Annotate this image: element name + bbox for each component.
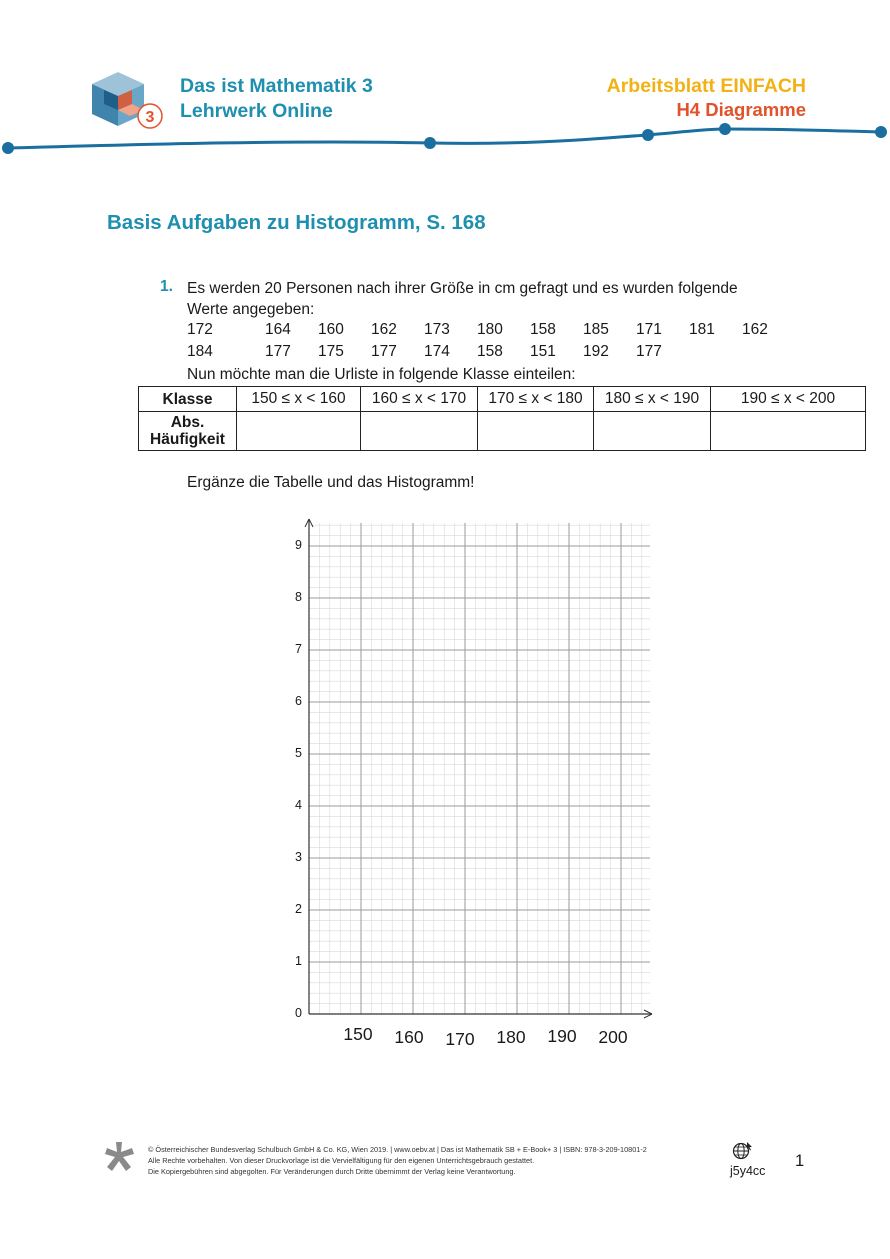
y-tick-label: 1 [295,954,302,968]
class-header-cell: Klasse [139,387,237,412]
value-cell: 173 [424,321,450,338]
x-tick-label: 200 [598,1027,628,1047]
footer-line-1: © Österreichischer Bundesverlag Schulbuch GmbH & Co. KG, Wien 2019. | www.oebv.at | Das ist Mathematik SB + E-Book+ 3 | ISBN: 978-3-209-10801-2 [148,1145,647,1154]
task-text-line-1: Es werden 20 Personen nach ihrer Größe in cm gefragt und es wurden folgende [187,280,738,297]
svg-text:3: 3 [145,109,155,126]
value-cell: 185 [583,321,609,338]
x-tick-label: 180 [496,1027,526,1047]
frequency-header-line-1: Abs. [170,414,205,431]
online-code-icon[interactable] [732,1141,754,1161]
value-cell: 158 [530,321,556,338]
class-cell: 160 ≤ x < 170 [361,387,478,412]
value-cell: 175 [318,343,344,360]
value-cell: 184 [187,343,213,360]
y-tick-label: 0 [295,1006,302,1020]
footer-copyright [148,1144,647,1177]
y-tick-label: 8 [295,590,302,604]
x-tick-label: 190 [547,1026,577,1046]
brand-line-1: Das ist Mathematik 3 [180,75,373,97]
value-cell: 164 [265,321,291,338]
frequency-header-line-2: Häufigkeit [150,431,225,448]
y-tick-label: 4 [295,798,302,812]
sheet-subtitle: H4 Diagramme [676,99,806,120]
online-code[interactable]: j5y4cc [730,1164,766,1178]
y-tick-label: 5 [295,746,302,760]
x-tick-label: 150 [343,1024,373,1044]
value-cell: 162 [371,321,397,338]
value-cell: 171 [636,321,662,338]
value-cell: 158 [477,343,503,360]
publisher-logo-icon [104,1140,136,1174]
task-text-line-3: Nun möchte man die Urliste in folgende Klasse einteilen: [187,366,576,383]
value-cell: 181 [689,321,715,338]
value-cell: 162 [742,321,768,338]
y-tick-label: 3 [295,850,302,864]
value-cell: 174 [424,343,450,360]
footer-line-2: Alle Rechte vorbehalten. Von dieser Druckvorlage ist die Vervielfältigung für den eigenen Unterrichtsgebrauch gestattet. [148,1156,535,1165]
class-cell: 170 ≤ x < 180 [478,387,594,412]
section-heading: Basis Aufgaben zu Histogramm, S. 168 [107,211,486,234]
value-cell: 151 [530,343,556,360]
class-cell: 180 ≤ x < 190 [594,387,711,412]
y-tick-label: 2 [295,902,302,916]
y-tick-label: 6 [295,694,302,708]
class-cell: 150 ≤ x < 160 [237,387,361,412]
value-cell: 180 [477,321,503,338]
value-cell: 160 [318,321,344,338]
y-tick-label: 7 [295,642,302,656]
y-tick-label: 9 [295,538,302,552]
task-text-line-2: Werte angegeben: [187,301,315,318]
class-cell: 190 ≤ x < 200 [711,387,866,412]
footer-line-3: Die Kopiergebühren sind abgegolten. Für Veränderungen durch Dritte übernimmt der Verlag keine Verantwortung. [148,1167,516,1176]
x-tick-label: 160 [394,1027,424,1047]
value-cell: 172 [187,321,213,338]
x-tick-label: 170 [445,1029,475,1049]
page-number: 1 [795,1152,805,1170]
sheet-title: Arbeitsblatt EINFACH [606,75,806,97]
task-number: 1. [160,278,173,295]
instruction-text: Ergänze die Tabelle und das Histogramm! [187,474,475,491]
value-cell: 192 [583,343,609,360]
brand-line-2: Lehrwerk Online [180,100,333,122]
value-cell: 177 [371,343,397,360]
value-cell: 177 [265,343,291,360]
value-cell: 177 [636,343,662,360]
